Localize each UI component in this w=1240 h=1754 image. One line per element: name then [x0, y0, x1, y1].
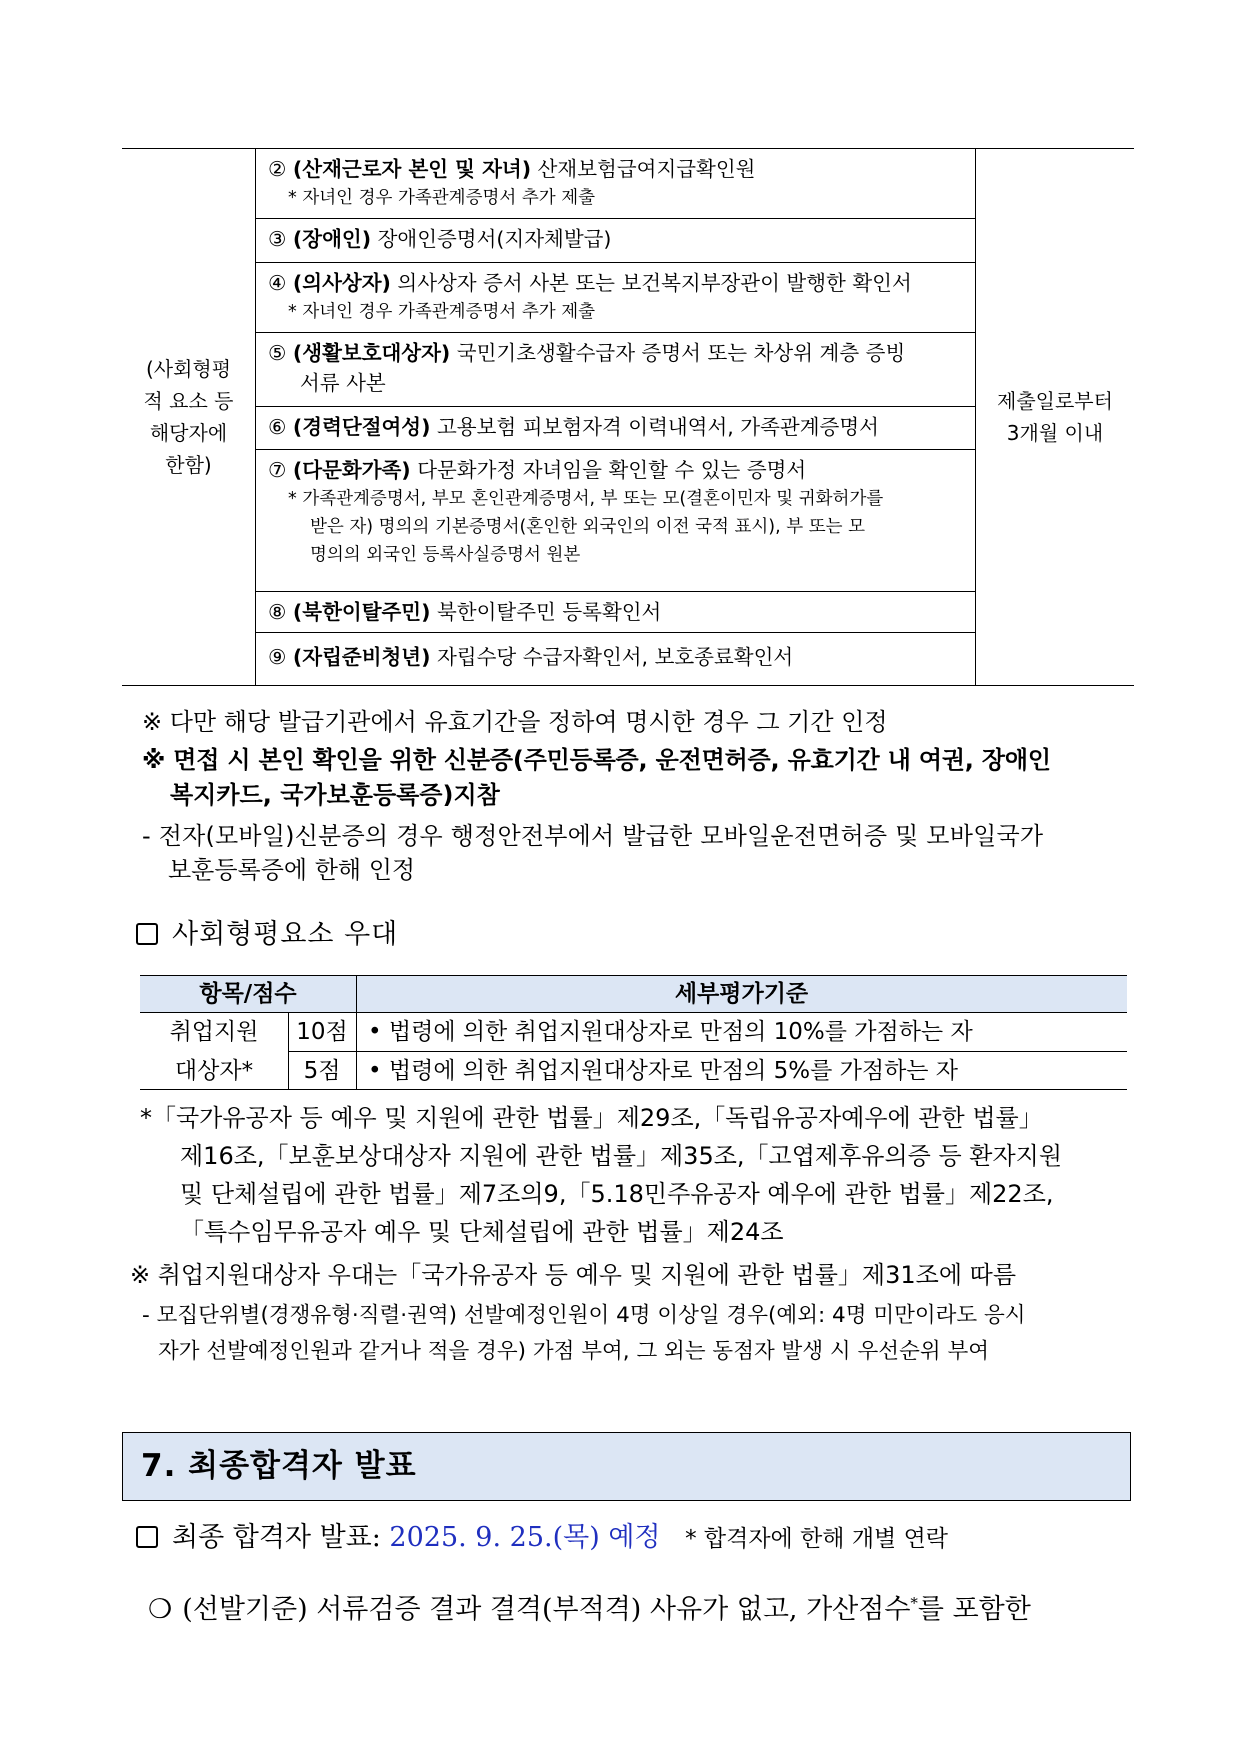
mobile-id-note-continued: 보훈등록증에 한해 인정 — [168, 856, 416, 884]
mobile-id-note: - 전자(모바일)신분증의 경우 행정안전부에서 발급한 모바일운전면허증 및 모바일국가 — [142, 822, 1044, 850]
validity-period-label: 제출일로부터 3개월 이내 — [997, 389, 1113, 445]
score-10: 10점 — [296, 1019, 348, 1045]
doc-text: 국민기초생활수급자 증명서 또는 차상위 계층 증빙 — [450, 341, 906, 365]
id-card-note-continued: 복지카드, 국가보훈등록증)지참 — [170, 781, 500, 809]
section-7-header: 7. 최종합격자 발표 — [122, 1432, 1131, 1501]
footnote-mark: * — [910, 1594, 918, 1612]
documents-list — [255, 149, 976, 685]
doc-number: ⑧ — [268, 600, 287, 624]
doc-row-multicultural-family — [256, 450, 975, 592]
checkbox-square-icon — [136, 923, 158, 945]
doc-number: ⑦ — [268, 458, 287, 482]
doc-row-north-korean-defector — [256, 592, 975, 633]
score-table-header — [140, 976, 1127, 1013]
social-equity-heading — [136, 912, 398, 951]
checkbox-square-icon — [136, 1526, 158, 1548]
doc-category: (의사상자) — [292, 271, 391, 295]
doc-note: * 자녀인 경우 가족관계증명서 추가 제출 — [288, 302, 596, 322]
doc-number: ④ — [268, 271, 287, 295]
doc-text: 다문화가정 자녀임을 확인할 수 있는 증명서 — [410, 458, 807, 482]
doc-category: (다문화가족) — [292, 458, 411, 482]
score-5: 5점 — [303, 1058, 341, 1084]
law-footnote-line: 제16조,「보훈보상대상자 지원에 관한 법률」제35조,「고엽제후유의증 등 환자지원 — [180, 1142, 1062, 1170]
doc-text: 북한이탈주민 등록확인서 — [430, 600, 662, 624]
applicable-group-label: (사회형평 적 요소 등 해당자에 한함) — [143, 357, 234, 477]
bonus-rule-note-continued: 자가 선발예정인원과 같거나 적을 경우) 가점 부여, 그 외는 동점자 발생 시 우선순위 부여 — [158, 1339, 989, 1364]
doc-row-disabled — [256, 219, 975, 263]
doc-number: ⑨ — [268, 645, 287, 669]
doc-number: ⑥ — [268, 415, 287, 439]
social-equity-heading-text: 사회형평요소 우대 — [172, 919, 399, 950]
circle-bullet-icon: ❍ — [148, 1594, 173, 1625]
announcement-label: 최종 합격자 발표: — [172, 1522, 390, 1553]
doc-text: 산재보험급여지급확인원 — [531, 157, 756, 181]
criteria-10-percent: • 법령에 의한 취업지원대상자로 만점의 10%를 가점하는 자 — [368, 1019, 973, 1045]
law-footnote-line: 「특수임무유공자 예우 및 단체설립에 관한 법률」제24조 — [180, 1218, 784, 1246]
doc-text: 자립수당 수급자확인서, 보호종료확인서 — [430, 645, 794, 669]
doc-number: ③ — [268, 227, 287, 251]
validity-note: ※ 다만 해당 발급기관에서 유효기간을 정하여 명시한 경우 그 기간 인정 — [142, 708, 888, 736]
final-announcement — [136, 1515, 948, 1554]
doc-note: * 가족관계증명서, 부모 혼인관계증명서, 부 또는 모(결혼이민자 및 귀화허가를 — [288, 489, 884, 509]
doc-row-career-break-women — [256, 407, 975, 450]
required-documents-table — [122, 148, 1134, 686]
employment-support-note: ※ 취업지원대상자 우대는「국가유공자 등 예우 및 지원에 관한 법률」제31조에 따름 — [130, 1261, 1017, 1289]
doc-row-industrial-worker — [256, 149, 975, 219]
doc-text: 고용보험 피보험자격 이력내역서, 가족관계증명서 — [430, 415, 879, 439]
doc-text: 장애인증명서(지자체발급) — [371, 227, 612, 251]
announcement-date: 2025. 9. 25.(목) 예정 — [389, 1522, 661, 1553]
doc-note-continued: 받은 자) 명의의 기본증명서(혼인한 외국인의 이전 국적 표시), 부 또는 모 — [310, 517, 866, 537]
bonus-score-table — [140, 975, 1127, 1090]
doc-note-continued: 명의의 외국인 등록사실증명서 원본 — [310, 545, 581, 565]
doc-category: (장애인) — [292, 227, 372, 251]
id-card-note: ※ 면접 시 본인 확인을 위한 신분증(주민등록증, 운전면허증, 유효기간 내 여권, 장애인 — [142, 746, 1051, 774]
law-footnote-line: *「국가유공자 등 예우 및 지원에 관한 법률」제29조,「독립유공자예우에 관한 법률」 — [140, 1104, 1043, 1132]
doc-category: (생활보호대상자) — [292, 341, 451, 365]
selection-criteria-text: (선발기준) 서류검증 결과 결격(부적격) 사유가 없고, 가산점수 — [182, 1594, 911, 1625]
bonus-rule-note: - 모집단위별(경쟁유형·직렬·권역) 선발예정인원이 4명 이상일 경우(예외: 4명 미만이라도 응시 — [142, 1303, 1026, 1328]
doc-category: (자립준비청년) — [292, 645, 431, 669]
doc-text-continued: 서류 사본 — [300, 371, 386, 395]
category-employment-support: 취업지원 대상자* — [169, 1019, 259, 1084]
doc-number: ② — [268, 157, 287, 181]
announcement-note: * 합격자에 한해 개별 연락 — [685, 1526, 949, 1552]
header-item-score: 항목/점수 — [199, 981, 297, 1007]
doc-note: * 자녀인 경우 가족관계증명서 추가 제출 — [288, 188, 596, 208]
doc-category: (북한이탈주민) — [292, 600, 431, 624]
doc-category: (산재근로자 본인 및 자녀) — [292, 157, 532, 181]
criteria-5-percent: • 법령에 의한 취업지원대상자로 만점의 5%를 가점하는 자 — [368, 1058, 959, 1084]
doc-text: 의사상자 증서 사본 또는 보건복지부장관이 발행한 확인서 — [390, 271, 912, 295]
doc-row-livelihood-protection — [256, 333, 975, 407]
header-criteria: 세부평가기준 — [674, 981, 809, 1007]
selection-criteria-tail: 를 포함한 — [917, 1594, 1031, 1625]
selection-criteria — [148, 1587, 1031, 1626]
doc-row-righteous-person — [256, 263, 975, 333]
law-footnote-line: 및 단체설립에 관한 법률」제7조의9,「5.18민주유공자 예우에 관한 법률」제22조, — [180, 1180, 1054, 1208]
doc-number: ⑤ — [268, 341, 287, 365]
doc-category: (경력단절여성) — [292, 415, 431, 439]
doc-row-independent-youth — [256, 633, 975, 685]
